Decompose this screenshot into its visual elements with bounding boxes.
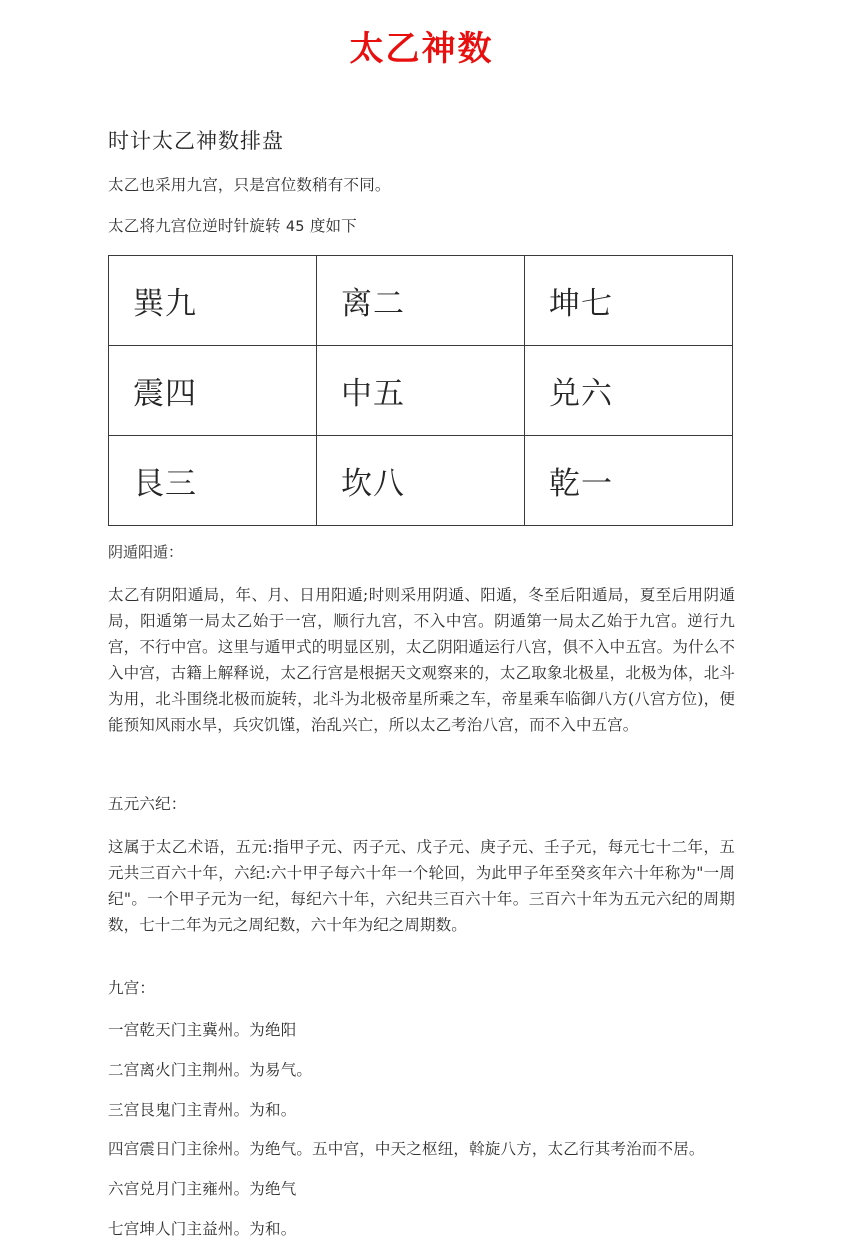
paipan-rotate-text bbox=[108, 214, 735, 239]
paipan-intro-text: 太乙也采用九宫，只是宫位数稍有不同。 bbox=[108, 175, 391, 194]
list-item: 一宫乾天门主冀州。为绝阳 bbox=[108, 1021, 297, 1040]
rotate-degrees-value: 45 bbox=[285, 218, 305, 235]
dunju-body-text: 太乙有阴阳遁局，年、月、日用阳遁;时则采用阴遁、阳遁，冬至后阳遁局，夏至后用阴遁局，阳遁第一局太乙始于一宫，顺行九宫，不入中宫。阴遁第一局太乙始于九宫。逆行九宫，不行中宫。这里与遁甲式的明显区别，太乙阴阳遁运行八宫，俱不入中五宫。为什么不入中宫，古籍上解释说，太乙行宫是根据天文观察来的，太乙取象北极星，北极为体，北斗为用，北斗围绕北极而旋转，北斗为北极帝星所乘之车，帝星乘车临御八方(八宫方位)，便能预知风雨水旱，兵灾饥馑，治乱兴亡，所以太乙考治八宫，而不入中五宫。 bbox=[108, 586, 735, 735]
table-row bbox=[109, 346, 733, 436]
jiugong-table bbox=[108, 255, 733, 526]
table-cell-dui-six: 兑六 bbox=[525, 346, 733, 436]
section-heading-paipan: 时计太乙神数排盘 bbox=[108, 129, 284, 154]
table-cell-zhong-five: 中五 bbox=[317, 346, 525, 436]
list-item: 七宫坤人门主益州。为和。 bbox=[108, 1220, 297, 1239]
table-cell-zhen-four: 震四 bbox=[109, 346, 317, 436]
spacer-after-wuyuan bbox=[108, 938, 735, 976]
table-row bbox=[109, 436, 733, 526]
rotate-suffix-text: 度如下 bbox=[309, 216, 357, 235]
wuyuan-body-text: 这属于太乙术语，五元:指甲子元、丙子元、戊子元、庚子元、壬子元，每元七十二年，五元共三百六十年，六纪:六十甲子每六十年一个轮回，为此甲子年至癸亥年六十年称为"一周纪"。一个甲子元为一纪，每纪六十年，六纪共三百六十年。三百六十年为五元六纪的周期数，七十二年为元之周纪数，六十年为纪之周期数。 bbox=[108, 838, 735, 935]
document-content bbox=[0, 71, 843, 1242]
list-item: 四宫震日门主徐州。为绝气。五中宫，中天之枢纽，斡旋八方，太乙行其考治而不居。 bbox=[108, 1140, 705, 1159]
section-label-wuyuan: 五元六纪： bbox=[108, 795, 187, 814]
table-cell-kun-seven: 坤七 bbox=[525, 256, 733, 346]
table-cell-xun-nine: 巽九 bbox=[109, 256, 317, 346]
table-cell-qian-one: 乾一 bbox=[525, 436, 733, 526]
section-label-dunju: 阴遁阳遁： bbox=[108, 543, 184, 562]
rotate-prefix-text: 太乙将九宫位逆时针旋转 bbox=[108, 216, 281, 235]
table-row bbox=[109, 256, 733, 346]
spacer-after-dunju bbox=[108, 738, 735, 792]
table-cell-kan-eight: 坎八 bbox=[317, 436, 525, 526]
table-cell-li-two: 离二 bbox=[317, 256, 525, 346]
list-item: 六宫兑月门主雍州。为绝气 bbox=[108, 1180, 297, 1199]
list-item: 二宫离火门主荆州。为易气。 bbox=[108, 1060, 313, 1079]
jiugong-palace-list bbox=[108, 1018, 735, 1242]
list-item: 三宫艮鬼门主青州。为和。 bbox=[108, 1100, 297, 1119]
page-title: 太乙神数 bbox=[349, 29, 494, 69]
table-cell-gen-three: 艮三 bbox=[109, 436, 317, 526]
section-label-jiugong: 九宫： bbox=[108, 979, 156, 998]
